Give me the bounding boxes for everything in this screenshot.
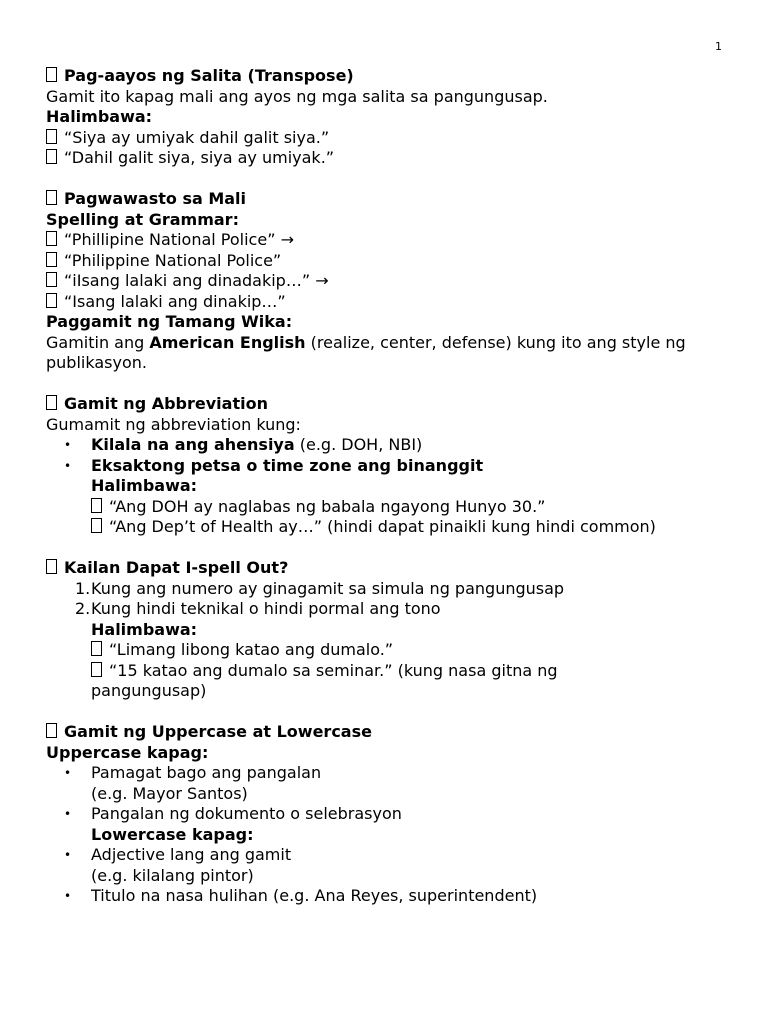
bullet-item: • Kilala na ang ahensiya (e.g. DOH, NBI) [46,435,736,456]
example-line: “Siya ay umiyak dahil galit siya.” [46,128,736,149]
bullet-item: • Pangalan ng dokumento o selebrasyon [46,804,736,825]
section-heading-pagwawasto: Pagwawasto sa Mali [46,189,736,210]
section-heading-case: Gamit ng Uppercase at Lowercase [46,722,736,743]
bullet-item-continued: (e.g. kilalang pintor) [91,865,254,885]
checkbox-icon [46,190,57,205]
checkbox-icon [46,272,57,287]
checkbox-icon [46,67,57,82]
paragraph: Gumamit ng abbreviation kung: [46,414,301,434]
bullet-item-continued: (e.g. Mayor Santos) [91,783,248,803]
bullet-item: • Adjective lang ang gamit [46,845,736,866]
checkbox-icon [46,252,57,267]
paragraph: Gamitin ang American English (realize, center, defense) kung ito ang style ng publikasyon. [46,332,686,372]
example-line: “Isang lalaki ang dinakip…” [46,292,736,313]
checkbox-icon [46,395,57,410]
numbered-item: 2. Kung hindi teknikal o hindi pormal ang tono [75,599,441,618]
numbered-item: 1. Kung ang numero ay ginagamit sa simula ng pangungusap [75,578,565,598]
example-label: Halimbawa: [46,107,153,126]
bullet-item: • Titulo na nasa hulihan (e.g. Ana Reyes, superintendent) [46,886,736,907]
example-line: “Philippine National Police” [46,251,736,272]
subheading: Spelling at Grammar: [46,209,239,229]
example-line: “Ang DOH ay naglabas ng babala ngayong Hunyo 30.” [46,497,736,518]
checkbox-icon [46,559,57,574]
checkbox-icon [46,231,57,246]
checkbox-icon [46,129,57,144]
checkbox-icon [46,149,57,164]
example-line: “Dahil galit siya, siya ay umiyak.” [46,148,736,169]
bullet-item: • Eksaktong petsa o time zone ang binanggit [46,456,736,477]
checkbox-icon [91,641,102,656]
subheading: Lowercase kapag: [91,824,254,844]
example-line: “Limang libong katao ang dumalo.” [46,640,736,661]
example-label: Halimbawa: [91,476,198,495]
example-label: Halimbawa: [91,619,198,639]
section-heading-transpose: Pag-aayos ng Salita (Transpose) [46,66,736,87]
subheading: Uppercase kapag: [46,742,209,762]
document-body [46,66,736,907]
section-heading-abbreviation: Gamit ng Abbreviation [46,394,736,415]
checkbox-icon [46,293,57,308]
checkbox-icon [46,723,57,738]
example-line: “Ang Dep’t of Health ay…” (hindi dapat pinaikli kung hindi common) [46,517,736,538]
example-line-continued: pangungusap) [91,681,207,700]
example-line: “Phillipine National Police” → [46,230,736,251]
example-line: “iIsang lalaki ang dinadakip…” → [46,271,736,292]
bullet-item: • Pamagat bago ang pangalan [46,763,736,784]
section-heading-spell-out: Kailan Dapat I-spell Out? [46,558,736,579]
subheading: Paggamit ng Tamang Wika: [46,312,293,331]
example-line: “15 katao ang dumalo sa seminar.” (kung nasa gitna ng [46,661,736,682]
page-number: 1 [715,40,722,53]
checkbox-icon [91,498,102,513]
checkbox-icon [91,518,102,533]
checkbox-icon [91,662,102,677]
paragraph: Gamit ito kapag mali ang ayos ng mga salita sa pangungusap. [46,86,548,106]
